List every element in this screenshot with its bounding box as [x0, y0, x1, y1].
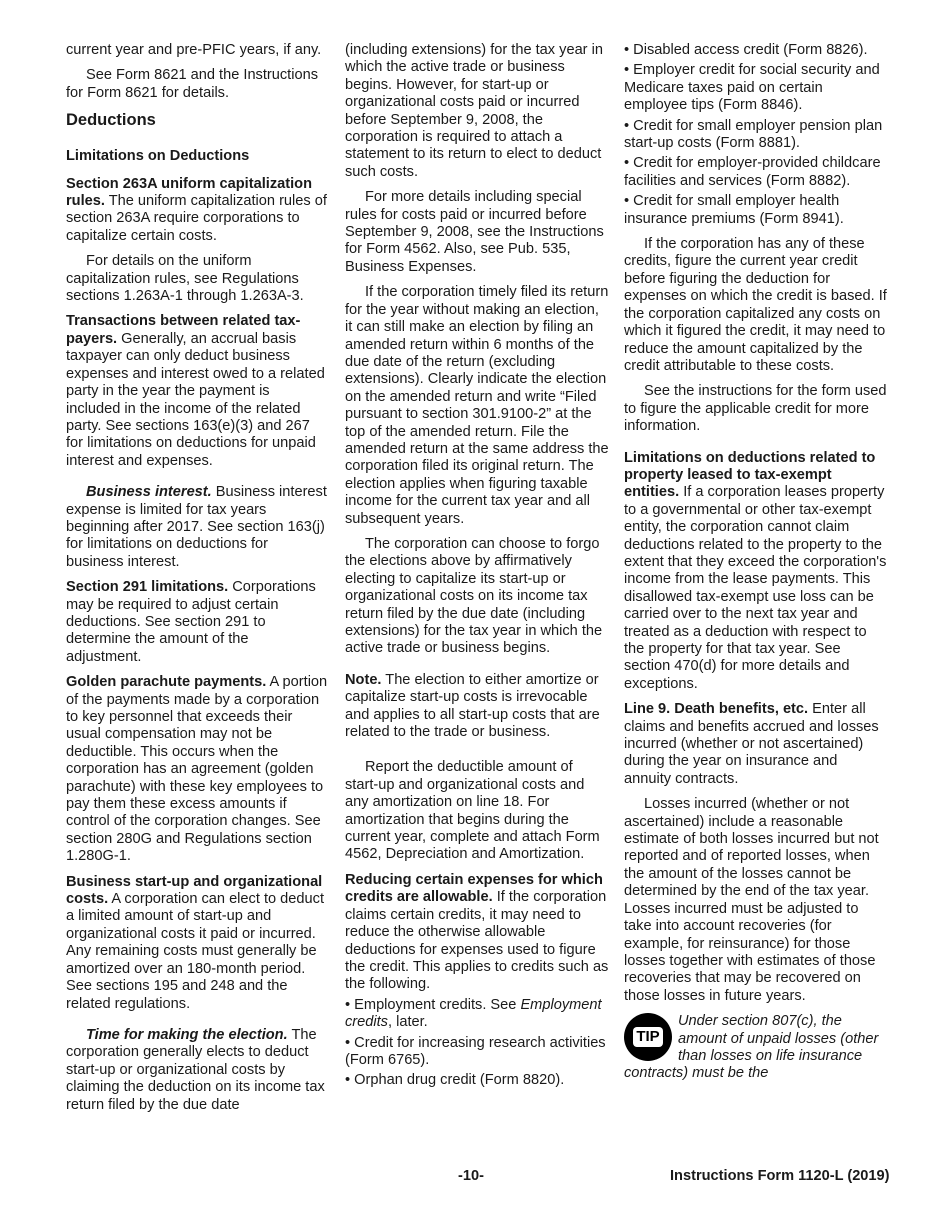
run-body: If a corporation leases property to a governmental or other tax-exempt entity, the corporation cannot claim deductions related to the property to the extent that they exceed the corporation's income from the lease payments. This disallowed tax-exempt use loss can be carried over to the next tax year and treated as a deduction with respect to the property for that tax year. See section 470(d) for more details and exceptions. — [624, 484, 887, 692]
paragraph-related-taxpayers — [66, 313, 328, 470]
bullet-item: • Employer credit for social security and Medicare taxes paid on certain employee tips (Form 8846). — [624, 62, 888, 114]
run-body: A portion of the payments made by a corporation to key personnel that exceeds their usual compensation may not be deductible. This occurs when the corporation has an agreement (golden parachute) with these key employees to pay them these excess amounts if control of the corporation changes. See section 280G and Regulations section 1.280G-1. — [66, 674, 328, 865]
run-body: Business interest expense is limited for tax years beginning after 2017. See section 163(j) for limitations on deductions for business interest. — [66, 484, 327, 570]
paragraph-business-interest — [66, 484, 328, 571]
form-name: Instructions Form 1120-L (2019) — [670, 1168, 890, 1184]
paragraph-reducing-expenses — [345, 872, 609, 994]
tip-label: TIP — [633, 1027, 662, 1047]
bullet-item: • Credit for small employer pension plan start-up costs (Form 8881). — [624, 118, 888, 153]
column-1 — [66, 42, 328, 1122]
run-body: Employment credits. See — [354, 996, 521, 1013]
run-body: , later. — [387, 1014, 428, 1031]
run-body: Corporations may be required to adjust certain deductions. See section 291 to determine the amount of the adjustment. — [66, 579, 316, 665]
column-2 — [345, 42, 609, 1093]
run-body: The election to either amortize or capitalize start-up costs is irrevocable and applies to all start-up costs that are related to the trade or business. — [345, 671, 600, 741]
run-body: If the corporation claims certain credits, it may need to reduce the otherwise allowable deductions for expenses used to figure the credit. This applies to credits such as the following. — [345, 889, 609, 993]
paragraph-263a — [66, 176, 328, 246]
bullet-item: • Orphan drug credit (Form 8820). — [345, 1072, 609, 1089]
paragraph-leased-property — [624, 450, 888, 694]
paragraph-note — [345, 672, 609, 742]
run-heading: Golden parachute payments. — [66, 674, 267, 691]
paragraph: (including extensions) for the tax year in which the active trade or business begins. However, for start-up or organizational costs paid or incurred before September 9, 2008, the corporation is required to attach a statement to its return to elect to deduct such costs. — [345, 42, 603, 180]
paragraph: See the instructions for the form used to figure the applicable credit for more information. — [624, 383, 887, 435]
paragraph: If the corporation has any of these credits, figure the current year credit before figuring the deduction for expenses on which the credit is based. If the corporation capitalized any costs on which it figured the credit, it may need to reduce the amount capitalized by the credit attributable to these costs. — [624, 236, 887, 374]
run-heading: Limitations on deductions related to property leased to tax-exempt entities. — [624, 449, 876, 501]
page-number: -10- — [458, 1168, 484, 1184]
tip-text: Under section 807(c), the amount of unpaid losses (other than losses on life insurance contracts) must be the — [624, 1013, 879, 1082]
bullet-item: • Credit for employer-provided childcare facilities and services (Form 8882). — [624, 155, 888, 190]
paragraph: If the corporation timely filed its return for the year without making an election, it can still make an election by filing an amended return within 6 months of the due date of the return (excluding extensions). Clearly indicate the election on the amended return and write “Filed pursuant to section 301.9100-2” at the top of the amended return. File the amended return at the same address the corporation filed its original return. The election applies when figuring taxable income for the current tax year and all subsequent years. — [345, 284, 609, 527]
tip-box — [624, 1013, 888, 1083]
run-body: Enter all claims and benefits accrued and losses incurred (whether or not ascertained) during the year on insurance and annuity contracts. — [624, 701, 879, 787]
bullet-item: • Disabled access credit (Form 8826). — [624, 42, 888, 59]
paragraph-line-9 — [624, 701, 888, 788]
bullet-item — [345, 997, 609, 1032]
run-heading: Time for making the election. — [86, 1026, 288, 1043]
run-body: The uniform capitalization rules of section 263A require corporations to capitalize certain costs. — [66, 193, 327, 244]
paragraph-time-election — [66, 1027, 328, 1114]
paragraph: Losses incurred (whether or not ascertained) include a reasonable estimate of both losses incurred but not reported and of reported losses, when the amount of the losses cannot be determined by the end of the tax year. Losses incurred must be adjusted to take into account recoveries (for example, for reinsurance) for those losses together with estimates of those recoveries that may be recovered on those losses in future years. — [624, 796, 879, 1004]
run-body: The corporation generally elects to deduct start-up or organizational costs by claiming the deduction on its income tax return filed by the due date — [66, 1026, 325, 1113]
run-heading: Line 9. Death benefits, etc. — [624, 701, 809, 718]
paragraph: For more details including special rules for costs paid or incurred before September 9, 2008, see the Instructions for Form 4562. Also, see Pub. 535, Business Expenses. — [345, 189, 604, 275]
run-heading: Section 291 limitations. — [66, 579, 229, 596]
paragraph: See Form 8621 and the Instructions for Form 8621 for details. — [66, 67, 319, 101]
run-heading: Section 263A uniform capitalization rules. — [66, 175, 312, 210]
run-body: Generally, an accrual basis taxpayer can only deduct business expenses and interest owed to a related party in the year the payment is included in the income of the related party. See sections 163(e)(3) and 267 for limitations on deductions for unpaid interest and expenses. — [66, 330, 325, 469]
bullet-item: • Credit for small employer health insurance premiums (Form 8941). — [624, 193, 888, 228]
paragraph-golden-parachute — [66, 674, 328, 865]
paragraph: current year and pre-PFIC years, if any. — [66, 42, 322, 58]
paragraph: The corporation can choose to forgo the elections above by affirmatively electing to capitalize its start-up or organizational costs on its income tax return filed by the due date (including extensions) for the tax year in which the active trade or business begins. — [345, 535, 603, 657]
paragraph-startup-costs — [66, 874, 328, 1013]
run-heading: Business interest. — [86, 484, 212, 501]
run-heading: Reducing certain expenses for which credits are allowable. — [345, 871, 603, 906]
run-body: A corporation can elect to deduct a limited amount of start-up and organizational costs it paid or incurred. Any remaining costs must generally be amortized over an 180-month period. See sections 195 and 248 and the related regulations. — [66, 891, 324, 1012]
run-heading: Note. — [345, 671, 382, 688]
paragraph: For details on the uniform capitalization rules, see Regulations sections 1.263A-1 through 1.263A-3. — [66, 253, 304, 305]
column-3 — [624, 42, 888, 1083]
tip-icon — [624, 1013, 672, 1061]
paragraph-section-291 — [66, 579, 328, 666]
paragraph: Report the deductible amount of start-up and organizational costs and any amortization on line 18. For amortization that begins during the current year, complete and attach Form 4562, Depreciation and Amortization. — [345, 759, 600, 863]
bullet-item: • Credit for increasing research activities (Form 6765). — [345, 1035, 609, 1070]
section-heading-deductions: Deductions — [66, 111, 156, 130]
run-italic: Employment credits — [345, 996, 602, 1031]
run-heading: Business start-up and organizational costs. — [66, 873, 323, 908]
subsection-heading-limitations: Limitations on Deductions — [66, 148, 250, 165]
run-heading: Transactions between related taxpayers. — [66, 313, 301, 347]
